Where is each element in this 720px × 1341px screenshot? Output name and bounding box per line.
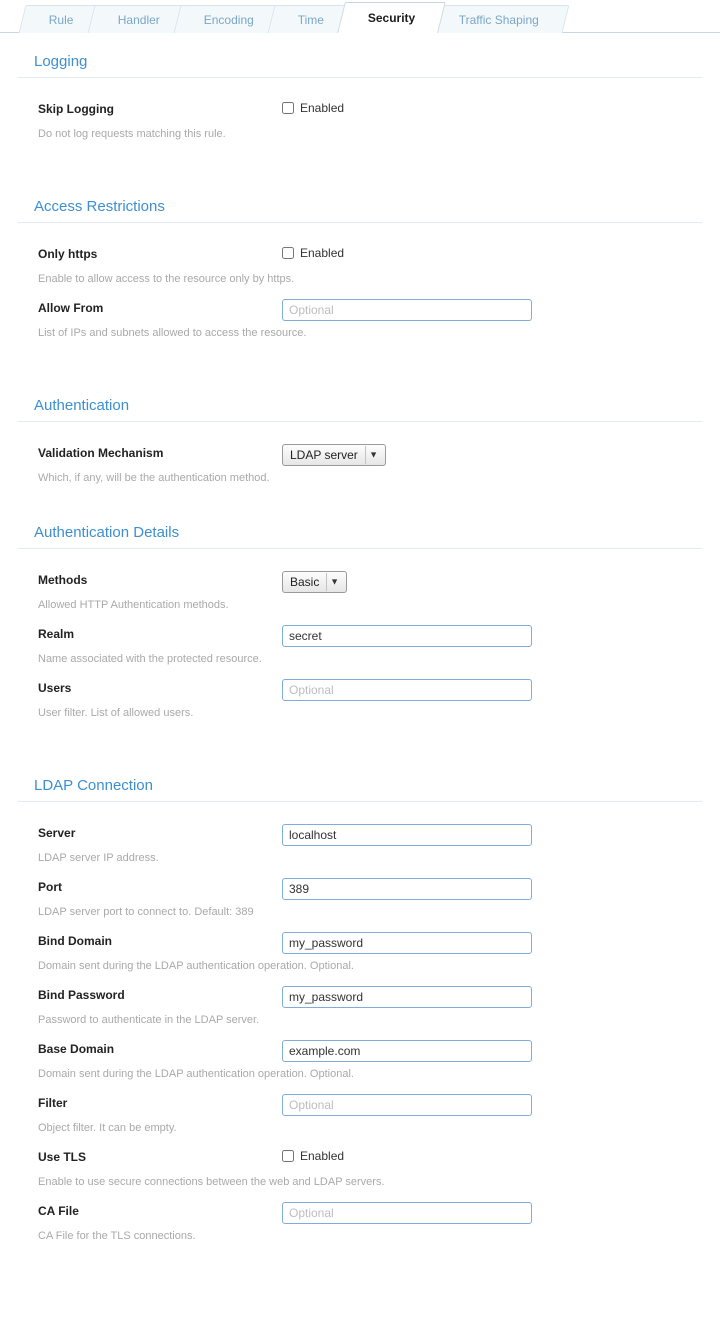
bind-password-label: Bind Password [38, 988, 125, 1002]
tab-security-label: Security [367, 11, 416, 25]
server-label: Server [38, 826, 76, 840]
use-tls-checkbox[interactable] [282, 1150, 294, 1162]
only-https-checkbox[interactable] [282, 247, 294, 259]
skip-logging-checkbox-wrap[interactable] [282, 100, 702, 115]
validation-mechanism-help: Which, if any, will be the authentication method. [38, 472, 270, 484]
security-settings-panel [0, 33, 720, 1242]
validation-mechanism-select[interactable] [282, 444, 386, 466]
field-row-realm [18, 625, 702, 647]
realm-help: Name associated with the protected resource. [38, 653, 262, 665]
filter-input[interactable] [282, 1094, 532, 1116]
field-row-use-tls [18, 1148, 702, 1170]
tab-bar [0, 0, 720, 33]
ca-file-label: CA File [38, 1204, 79, 1218]
field-row-only-https [18, 245, 702, 267]
field-row-bind-domain [18, 932, 702, 954]
allow-from-label: Allow From [38, 301, 104, 315]
tab-rule-label: Rule [48, 13, 74, 27]
field-row-port [18, 878, 702, 900]
bind-domain-label: Bind Domain [38, 934, 112, 948]
users-label: Users [38, 681, 72, 695]
tab-security[interactable] [337, 2, 446, 33]
port-input[interactable] [282, 878, 532, 900]
field-row-users [18, 679, 702, 701]
methods-select[interactable] [282, 571, 347, 593]
skip-logging-help: Do not log requests matching this rule. [38, 128, 226, 140]
only-https-checkbox-label: Enabled [300, 246, 345, 260]
field-row-server [18, 824, 702, 846]
bind-domain-input[interactable] [282, 932, 532, 954]
realm-label: Realm [38, 627, 75, 641]
base-domain-input[interactable] [282, 1040, 532, 1062]
field-row-skip-logging [18, 100, 702, 122]
server-help: LDAP server IP address. [38, 852, 159, 864]
base-domain-help: Domain sent during the LDAP authentication operation. Optional. [38, 1068, 354, 1080]
port-label: Port [38, 880, 62, 894]
section-title-authentication-details: Authentication Details [18, 506, 702, 549]
field-row-bind-password [18, 986, 702, 1008]
only-https-checkbox-wrap[interactable] [282, 245, 702, 260]
validation-mechanism-select-wrap[interactable] [282, 444, 386, 466]
realm-input[interactable] [282, 625, 532, 647]
use-tls-checkbox-label: Enabled [300, 1149, 345, 1163]
methods-select-wrap[interactable] [282, 571, 347, 593]
filter-help: Object filter. It can be empty. [38, 1122, 177, 1134]
section-title-logging: Logging [18, 33, 702, 78]
skip-logging-checkbox[interactable] [282, 102, 294, 114]
section-title-access-restrictions: Access Restrictions [18, 178, 702, 223]
users-input[interactable] [282, 679, 532, 701]
methods-help: Allowed HTTP Authentication methods. [38, 599, 229, 611]
use-tls-label: Use TLS [38, 1150, 87, 1164]
tab-time-label: Time [297, 13, 324, 27]
base-domain-label: Base Domain [38, 1042, 115, 1056]
section-title-authentication: Authentication [18, 377, 702, 422]
methods-label: Methods [38, 573, 88, 587]
field-row-filter [18, 1094, 702, 1116]
only-https-help: Enable to allow access to the resource only by https. [38, 273, 295, 285]
users-help: User filter. List of allowed users. [38, 707, 194, 719]
filter-label: Filter [38, 1096, 68, 1110]
allow-from-input[interactable] [282, 299, 532, 321]
tab-handler-label: Handler [117, 13, 160, 27]
bind-password-input[interactable] [282, 986, 532, 1008]
server-input[interactable] [282, 824, 532, 846]
field-row-allow-from [18, 299, 702, 321]
chevron-down-icon: ▼ [369, 449, 378, 460]
bind-password-help: Password to authenticate in the LDAP server. [38, 1014, 260, 1026]
only-https-label: Only https [38, 247, 98, 261]
section-title-ldap-connection: LDAP Connection [18, 757, 702, 802]
skip-logging-checkbox-label: Enabled [300, 101, 345, 115]
port-help: LDAP server port to connect to. Default: 389 [38, 906, 254, 918]
tab-encoding-label: Encoding [203, 13, 254, 27]
use-tls-checkbox-wrap[interactable] [282, 1148, 702, 1163]
validation-mechanism-label: Validation Mechanism [38, 446, 164, 460]
tab-traffic-shaping[interactable] [429, 5, 570, 33]
ca-file-input[interactable] [282, 1202, 532, 1224]
tab-traffic-shaping-label: Traffic Shaping [459, 13, 540, 27]
field-row-ca-file [18, 1202, 702, 1224]
allow-from-help: List of IPs and subnets allowed to access the resource. [38, 327, 307, 339]
ca-file-help: CA File for the TLS connections. [38, 1230, 196, 1242]
field-row-base-domain [18, 1040, 702, 1062]
field-row-validation-mechanism [18, 444, 702, 466]
use-tls-help: Enable to use secure connections between the web and LDAP servers. [38, 1176, 385, 1188]
bind-domain-help: Domain sent during the LDAP authentication operation. Optional. [38, 960, 354, 972]
field-row-methods [18, 571, 702, 593]
skip-logging-label: Skip Logging [38, 102, 114, 116]
chevron-down-icon: ▼ [330, 576, 339, 587]
